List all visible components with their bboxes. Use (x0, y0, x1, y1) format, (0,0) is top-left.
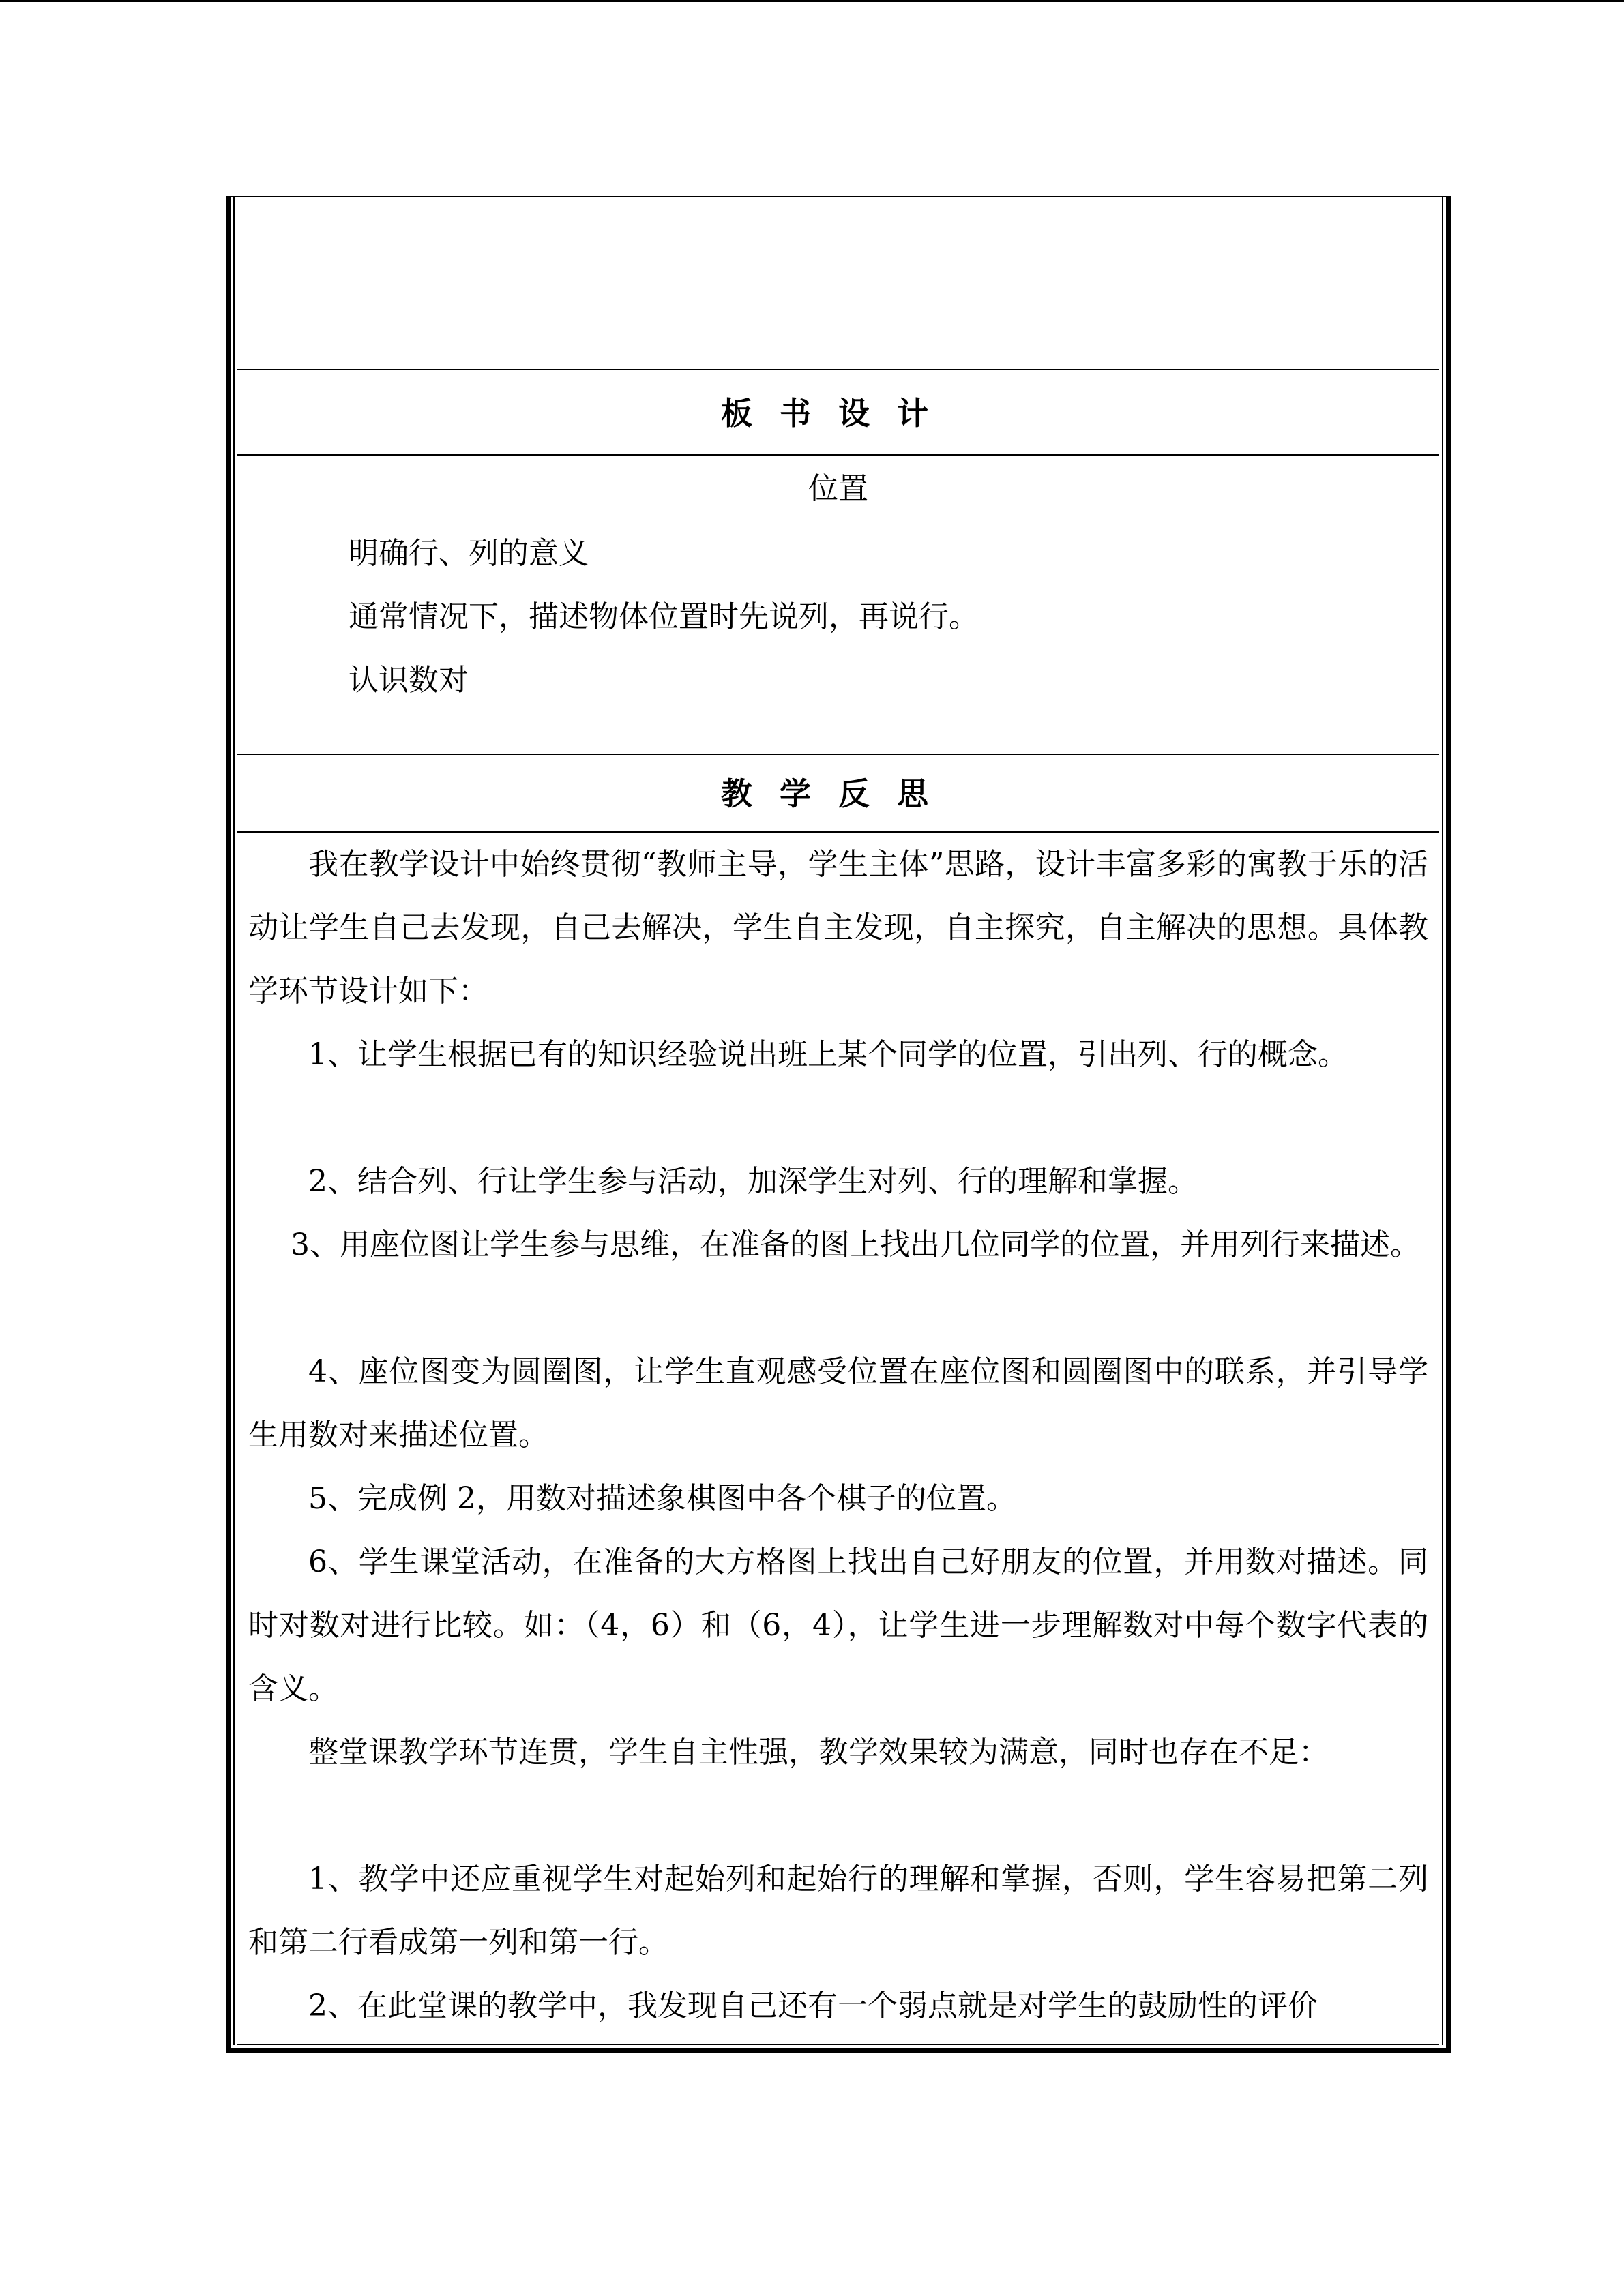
board-line-3: 认识数对 (349, 663, 469, 698)
board-title: 位置 (808, 471, 868, 506)
reflection-paragraph: 1、教学中还应重视学生对起始列和起始行的理解和掌握，否则，学生容易把第二列和第二行看成第一列和第一行。 (248, 1862, 1428, 1960)
page-top-border (0, 0, 1624, 2)
reflection-paragraph: 3、用座位图让学生参与思维，在准备的图上找出几位同学的位置，并用列行来描述。 (291, 1227, 1420, 1262)
board-design-heading: 板书设计 (721, 395, 956, 432)
reflection-paragraph: 我在教学设计中始终贯彻“教师主导，学生主体”思路，设计丰富多彩的寓教于乐的活动让学生自己去发现，自己去解决，学生自主发现，自主探究，自主解决的思想。具体教学环节设计如下： (248, 847, 1428, 1009)
reflection-paragraph: 6、学生课堂活动，在准备的大方格图上找出自己好朋友的位置，并用数对描述。同时对数对进行比较。如：（4，6）和（6，4），让学生进一步理解数对中每个数字代表的含义。 (248, 1545, 1428, 1706)
reflection-paragraph: 2、结合列、行让学生参与活动，加深学生对列、行的理解和掌握。 (308, 1164, 1198, 1199)
table-bottom-inner-border (237, 2044, 1439, 2045)
divider-board-header (237, 454, 1439, 456)
divider-board-top (237, 369, 1439, 370)
reflection-paragraph: 1、让学生根据已有的知识经验说出班上某个同学的位置，引出列、行的概念。 (308, 1037, 1348, 1072)
reflection-paragraph: 2、在此堂课的教学中，我发现自己还有一个弱点就是对学生的鼓励性的评价 (308, 1988, 1318, 2023)
reflection-paragraph: 5、完成例 2，用数对描述象棋图中各个棋子的位置。 (308, 1481, 1016, 1516)
reflection-paragraph: 4、座位图变为圆圈图，让学生直观感受位置在座位图和圆圈图中的联系，并引导学生用数对来描述位置。 (248, 1354, 1428, 1452)
reflection-paragraph: 整堂课教学环节连贯，学生自主性强，教学效果较为满意，同时也存在不足： (308, 1735, 1329, 1770)
board-line-1: 明确行、列的意义 (349, 536, 589, 571)
divider-reflection-top (237, 754, 1439, 755)
board-line-2: 通常情况下，描述物体位置时先说列，再说行。 (349, 599, 979, 634)
reflection-heading: 教学反思 (721, 775, 956, 812)
lesson-table (226, 196, 1451, 2053)
